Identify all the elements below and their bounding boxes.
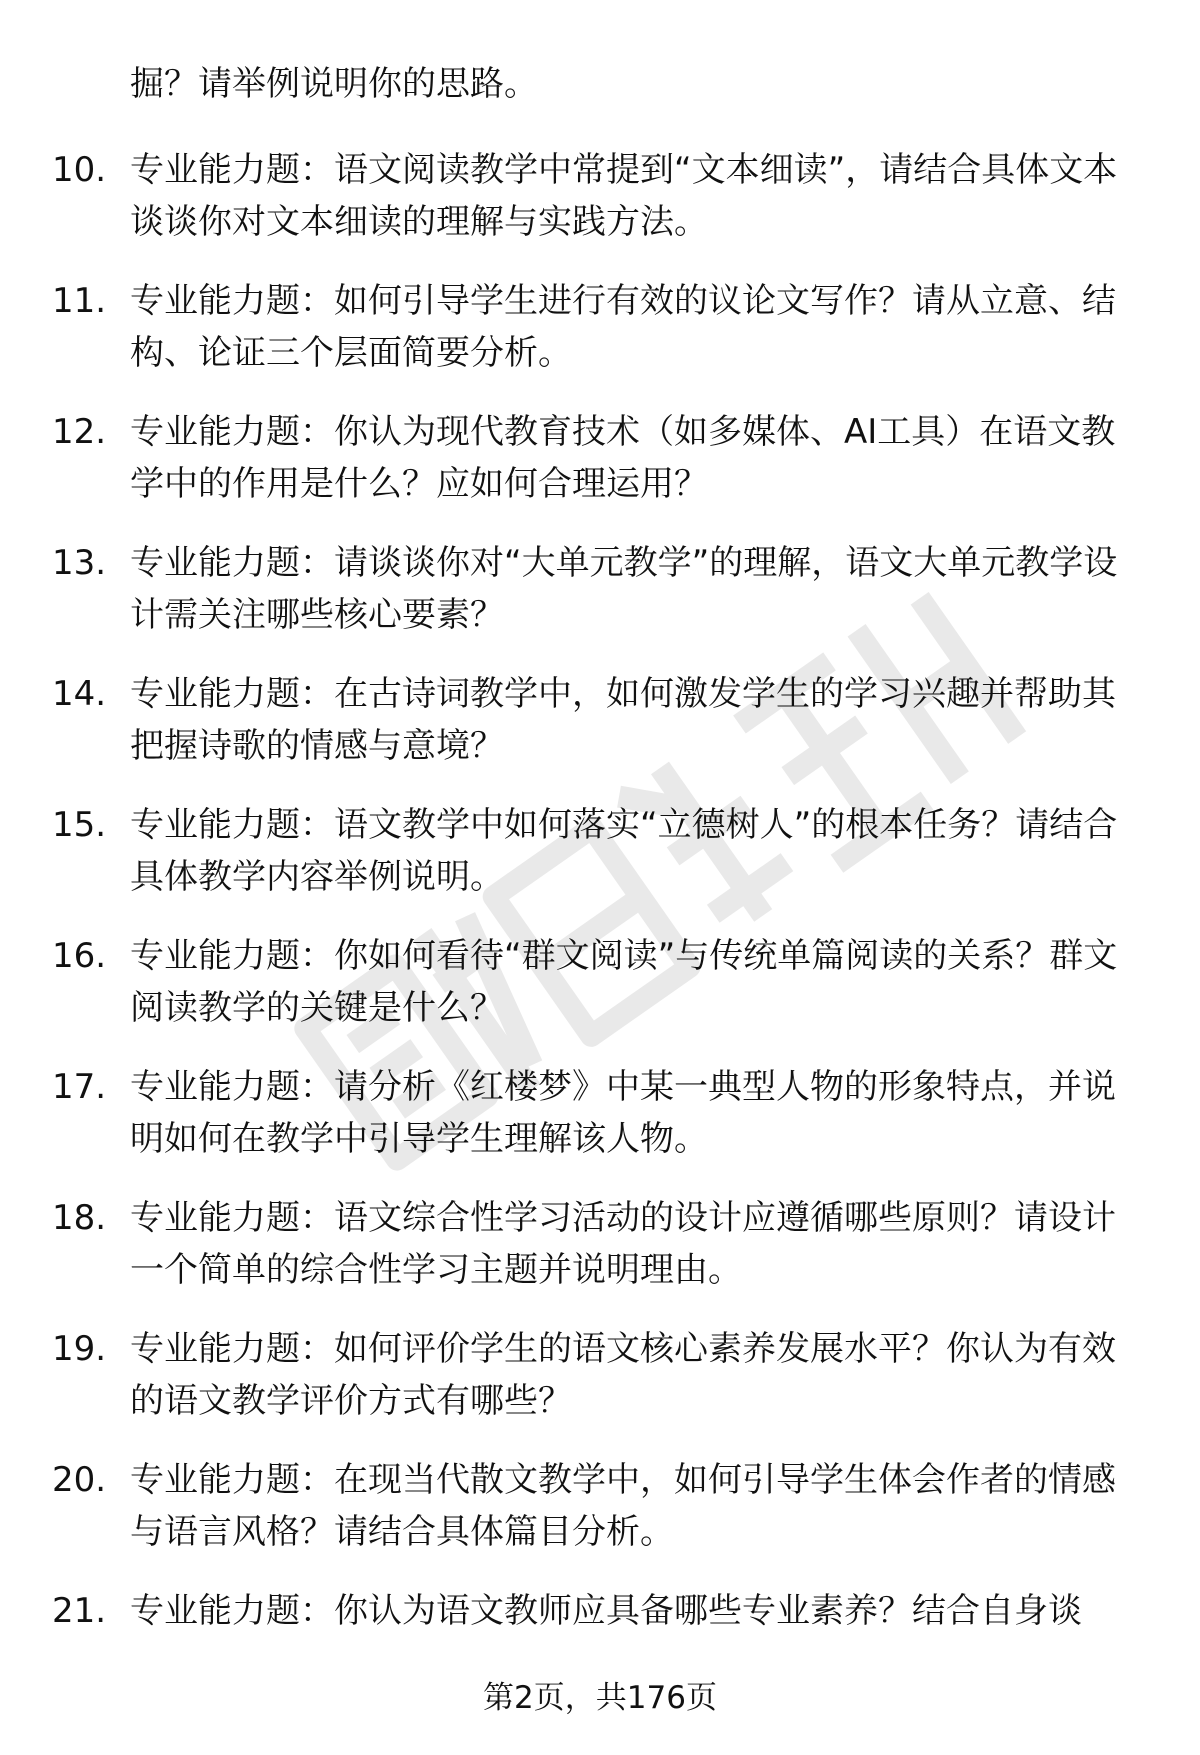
question-number: 20. xyxy=(52,1460,107,1500)
question-item xyxy=(0,1192,1200,1323)
question-text: 专业能力题：在古诗词教学中，如何激发学生的学习兴趣并帮助其把握诗歌的情感与意境？ xyxy=(130,674,1116,766)
question-item xyxy=(0,1454,1200,1585)
question-text: 专业能力题：你认为语文教师应具备哪些专业素养？结合自身谈 xyxy=(130,1591,1082,1631)
question-item xyxy=(0,1323,1200,1454)
question-item xyxy=(0,537,1200,668)
question-text: 专业能力题：请分析《红楼梦》中某一典型人物的形象特点，并说明如何在教学中引导学生理解该人物。 xyxy=(130,1067,1116,1159)
question-number: 10. xyxy=(52,150,107,190)
question-number: 19. xyxy=(52,1329,107,1369)
question-text: 专业能力题：请谈谈你对“大单元教学”的理解，语文大单元教学设计需关注哪些核心要素？ xyxy=(130,543,1118,635)
question-item xyxy=(0,668,1200,799)
question-number: 14. xyxy=(52,674,107,714)
question-item xyxy=(0,275,1200,406)
question-number: 18. xyxy=(52,1198,107,1238)
page-number-footer: 第2页，共176页 xyxy=(483,1680,717,1716)
continuation-text: 掘？请举例说明你的思路。 xyxy=(130,64,538,104)
question-text: 专业能力题：语文综合性学习活动的设计应遵循哪些原则？请设计一个简单的综合性学习主题并说明理由。 xyxy=(130,1198,1116,1290)
question-text: 专业能力题：如何评价学生的语文核心素养发展水平？你认为有效的语文教学评价方式有哪些？ xyxy=(130,1329,1116,1421)
question-number: 17. xyxy=(52,1067,107,1107)
question-item xyxy=(0,799,1200,930)
question-number: 16. xyxy=(52,936,107,976)
question-number: 15. xyxy=(52,805,107,845)
question-text: 专业能力题：语文阅读教学中常提到“文本细读”，请结合具体文本谈谈你对文本细读的理解与实践方法。 xyxy=(130,150,1118,242)
question-text: 专业能力题：如何引导学生进行有效的议论文写作？请从立意、结构、论证三个层面简要分析。 xyxy=(130,281,1116,373)
question-item xyxy=(0,406,1200,537)
question-number: 13. xyxy=(52,543,107,583)
question-number: 21. xyxy=(52,1591,107,1631)
question-item xyxy=(0,930,1200,1061)
question-item xyxy=(0,1061,1200,1192)
question-text: 专业能力题：你如何看待“群文阅读”与传统单篇阅读的关系？群文阅读教学的关键是什么？ xyxy=(130,936,1118,1028)
question-item xyxy=(0,144,1200,275)
question-list xyxy=(0,144,1200,1716)
question-number: 11. xyxy=(52,281,107,321)
question-text: 专业能力题：语文教学中如何落实“立德树人”的根本任务？请结合具体教学内容举例说明。 xyxy=(130,805,1118,897)
question-text: 专业能力题：在现当代散文教学中，如何引导学生体会作者的情感与语言风格？请结合具体篇目分析。 xyxy=(130,1460,1116,1552)
question-text: 专业能力题：你认为现代教育技术（如多媒体、AI工具）在语文教学中的作用是什么？应如何合理运用？ xyxy=(130,412,1116,504)
question-number: 12. xyxy=(52,412,107,452)
